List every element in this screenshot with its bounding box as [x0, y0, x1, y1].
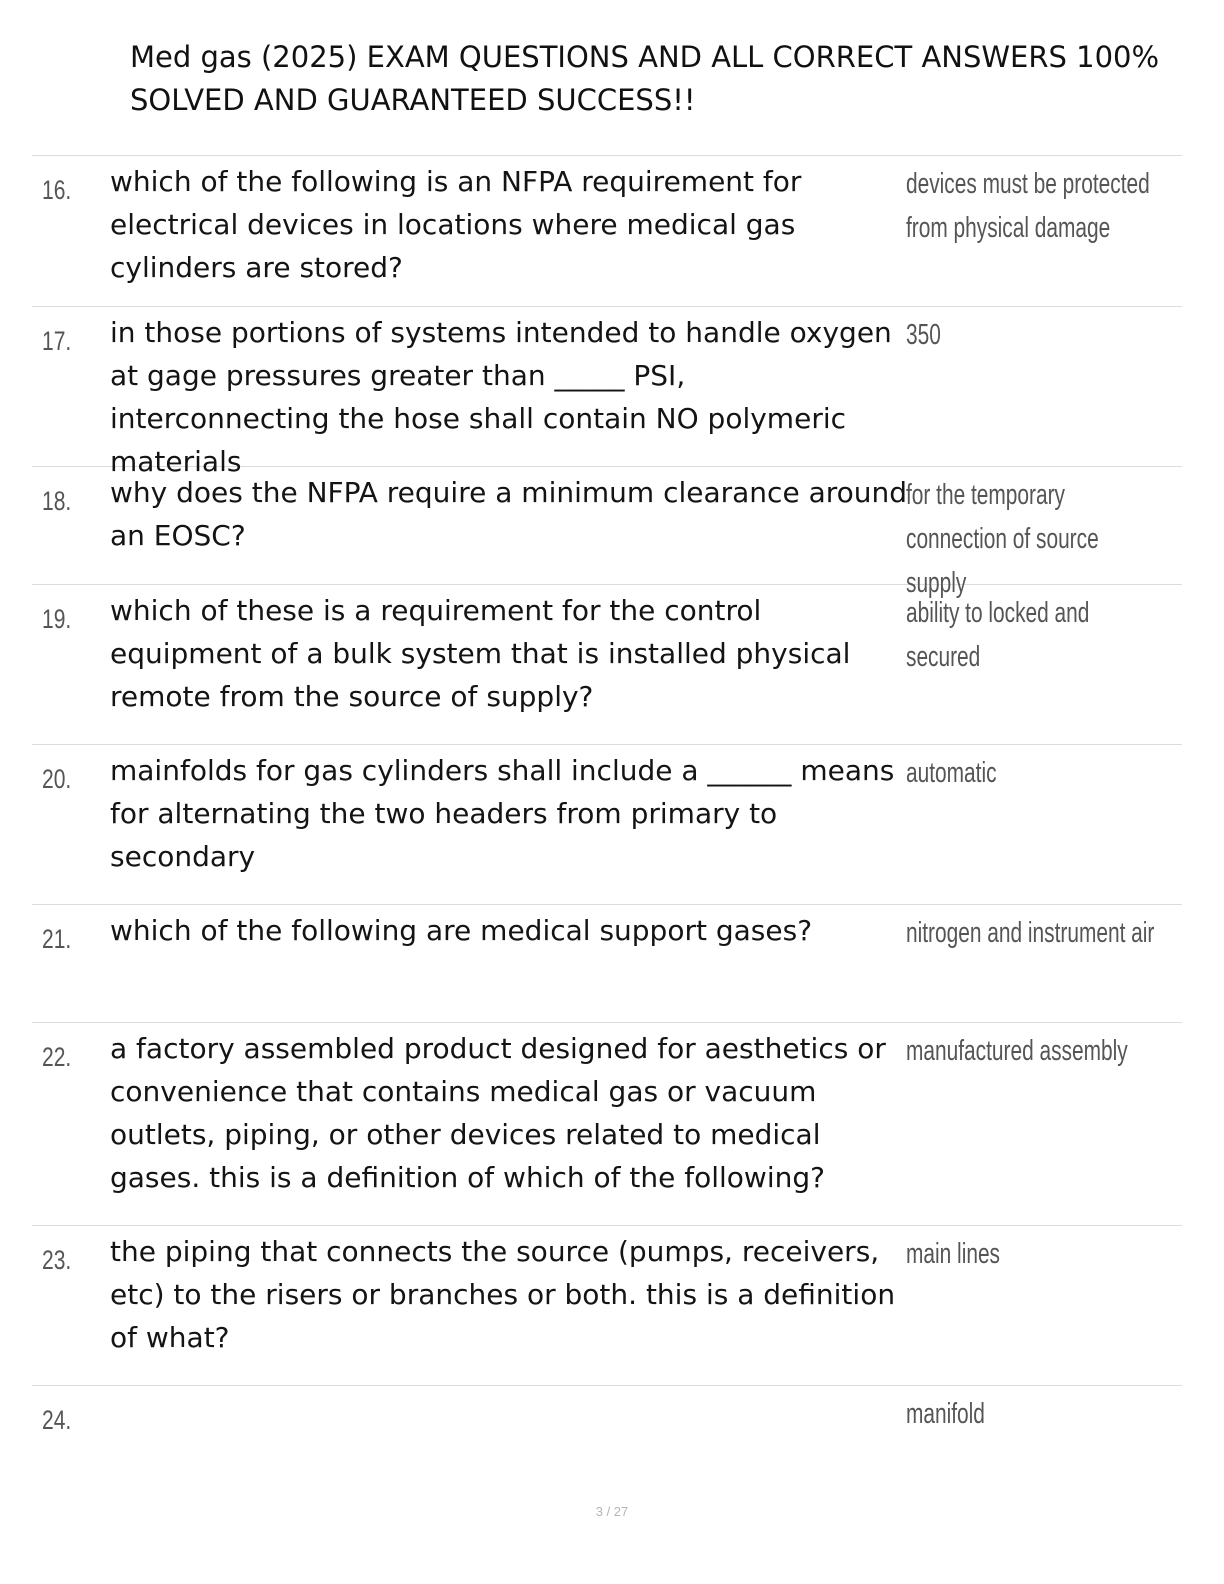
answer-text: main lines — [906, 1238, 1001, 1270]
answer-text: manufactured assembly — [906, 1035, 1128, 1067]
qa-row — [32, 307, 1182, 478]
document-title-line-2: SOLVED AND GUARANTEED SUCCESS!! — [130, 83, 696, 117]
question-number: 21. — [42, 924, 72, 954]
qa-row — [32, 905, 1182, 1023]
question-text: the piping that connects the source (pumps, receivers, etc) to the risers or branches or both. this is a definition of what? — [110, 1235, 896, 1354]
question-number: 16. — [42, 175, 72, 205]
qa-row — [32, 467, 1182, 599]
answer-text: devices must be protected from physical damage — [906, 168, 1150, 244]
question-text: why does the NFPA require a minimum clearance around an EOSC? — [110, 476, 908, 552]
question-number: 22. — [42, 1042, 72, 1072]
page-indicator: 3 / 27 — [595, 1504, 629, 1519]
answer-text: 350 — [906, 319, 941, 351]
question-text: which of these is a requirement for the control equipment of a bulk system that is installed physical remote from the source of supply? — [110, 594, 851, 713]
answer-text: ability to locked and secured — [906, 597, 1090, 673]
question-text: mainfolds for gas cylinders shall include a ______ means for alternating the two headers from primary to secondary — [110, 754, 895, 873]
qa-row — [32, 1226, 1182, 1386]
qa-row — [32, 1023, 1182, 1226]
question-text: which of the following are medical support gases? — [110, 914, 813, 947]
question-answer-list — [32, 155, 1182, 1476]
question-number: 18. — [42, 486, 72, 516]
answer-text: automatic — [906, 757, 997, 789]
question-text: in those portions of systems intended to handle oxygen at gage pressures greater than _____ PSI, interconnecting the hose shall contain NO polymeric materials — [110, 316, 892, 478]
answer-text: for the temporary connection of source supply — [906, 479, 1099, 599]
qa-row — [32, 745, 1182, 905]
answer-text: manifold — [906, 1398, 985, 1430]
qa-row — [32, 1386, 1182, 1476]
qa-row — [32, 156, 1182, 307]
answer-text: nitrogen and instrument air — [906, 917, 1155, 949]
question-number: 24. — [42, 1405, 72, 1435]
question-text: a factory assembled product designed for aesthetics or convenience that contains medical gas or vacuum outlets, piping, or other devices related to medical gases. this is a definition of which of the following? — [110, 1032, 886, 1194]
question-text: which of the following is an NFPA requirement for electrical devices in locations where medical gas cylinders are stored? — [110, 165, 802, 284]
question-number: 19. — [42, 604, 72, 634]
document-title-line-1: Med gas (2025) EXAM QUESTIONS AND ALL CORRECT ANSWERS 100% — [130, 40, 1160, 74]
question-number: 23. — [42, 1245, 72, 1275]
qa-row — [32, 585, 1182, 745]
question-number: 20. — [42, 764, 72, 794]
document-title — [130, 36, 1190, 122]
question-number: 17. — [42, 326, 72, 356]
